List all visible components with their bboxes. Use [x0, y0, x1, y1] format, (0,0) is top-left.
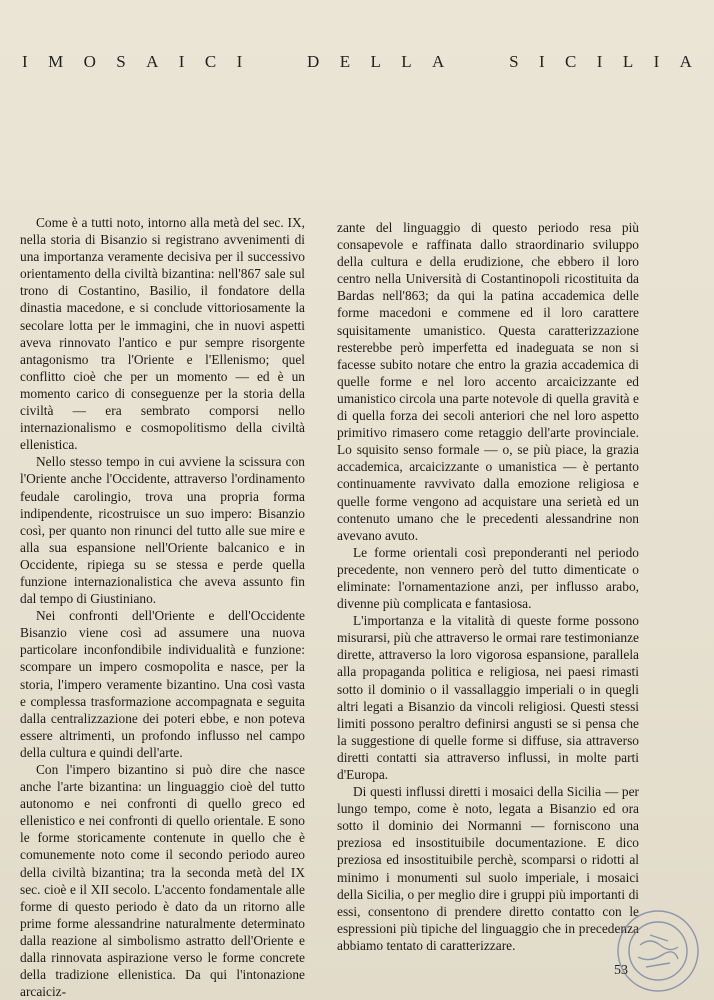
paragraph: zante del linguaggio di questo periodo resa più consapevole e raffinata dallo straordinario sviluppo della cultura e della erudizione, che ebbero il loro centro nella Università di Costantinopoli ricostituita da Bardas nell'863; da qui la patina accademica delle forme macedoni e commene ed il loro carattere squisitamente umanistico. Questa caratterizzazione resterebbe però imperfetta ed inadeguata se non si facesse subito notare che entro la grazia accademica di quelle forme e nel loro accento arcaicizzante ed umanistico circola una parte notevole di quella gravità e di quella forza dei secoli anteriori che nel loro aspetto primitivo rimasero come retaggio dell'arte provinciale. Lo squisito senso formale — o, se più piace, la grazia accademica, arcaicizzante o umanistica — è pertanto continuamente ravvivato dalla emozione religiosa e quelle forme vengono ad acquistare una serietà ed un contenuto umano che le precedenti alessandrine non avevano avuto. — [337, 220, 639, 543]
library-stamp-icon — [612, 905, 704, 997]
header-spacer — [465, 52, 489, 72]
paragraph: Come è a tutti noto, intorno alla metà del sec. IX, nella storia di Bisanzio si registrano avvenimenti di una importanza veramente decisiva per il successivo orientamento della civiltà bizantina: nell'867 sale sul trono di Costantino, Basilio, il fondatore della dinastia macedone, e si conclude vittoriosamente la secolare lotta per le immagini, che in nuovi aspetti aveva rinnovato l'antico e pur sempre risorgente antagonismo tra l'Oriente e l'Ellenismo; quel conflitto cioè che per un momento — ed è un momento carico di conseguenze per la storia della civiltà — era sembrato comporsi nello internazionalismo e cosmopolitismo della civiltà ellenistica. — [20, 215, 305, 453]
header-letter: A — [146, 52, 159, 71]
header-letter: I — [538, 52, 545, 71]
right-column — [337, 219, 639, 954]
header-spacer — [263, 52, 287, 72]
page-number: 53 — [614, 963, 628, 978]
paragraph: Di questi influssi diretti i mosaici della Sicilia — per lungo tempo, come è noto, legata a Bisanzio ed ora sotto il dominio dei Normanni — forniscono una preziosa ed insostituibile documentazione. E dico preziosa ed insostituibile perchè, scomparsi o ridotti al minimo i monumenti sul suolo imperiale, i mosaici della Sicilia, o per meglio dire i gruppi più importanti di essi, consentono di prendere diretto contatto con le espressioni più tipiche del linguaggio che in precedenza abbiamo tentato di caratterizzare. — [337, 784, 639, 953]
paragraph: Nello stesso tempo in cui avviene la scissura con l'Oriente anche l'Occidente, attraverso l'ordinamento feudale carolingio, trova una propria forma indipendente, ricostruisce un suo impero: Bisanzio così, per quanto non rinunci del tutto alle sue mire e alla sua espansione nell'Oriente balcanico e in Occidente, ripiega su se stessa e perde quella funzione internazionalistica che aveva assunto fin dal tempo di Giustiniano. — [20, 454, 305, 607]
header-letter: D — [307, 52, 320, 71]
header-letter: I — [178, 52, 185, 71]
header-letter: S — [116, 52, 126, 71]
header-letter: I — [22, 52, 28, 71]
header-letter: A — [679, 52, 692, 71]
paragraph: Nei confronti dell'Oriente e dell'Occidente Bisanzio viene così ad assumere una nuova particolare inconfondibile individualità e funzione: scompare un impero cosmopolita e nasce, per la storia, l'impero veramente bizantino. Una così vasta e complessa trasformazione accompagnata e seguita dalla centralizzazione dei poteri ebbe, e non poteva essere altrimenti, un profondo influsso nel campo della cultura e quindi dell'arte. — [20, 608, 305, 760]
header-letter: I — [236, 52, 243, 71]
header-letter: L — [401, 52, 412, 71]
header-letter: C — [565, 52, 577, 71]
header-letter: M — [48, 52, 64, 71]
header-letter: I — [596, 52, 603, 71]
paragraph: Le forme orientali così preponderanti nel periodo precedente, non vennero però del tutto dimenticate o eliminate: l'ornamentazione anzi, per influsso arabo, divenne più complicata e fantasiosa. — [337, 544, 639, 612]
paragraph: L'importanza e la vitalità di queste forme possono misurarsi, più che attraverso le ormai rare testimonianze dirette, attraverso la loro vigorosa espansione, parallela alla propaganda politica e religiosa, nei paesi rimasti sotto il dominio o il vassallaggio imperiali o in quegli altri legati a Bisanzio da vincoli religiosi. Questi stessi limiti possono peraltro definirsi angusti se si pensa che la suggestione di quelle forme si diffuse, sia attraverso diretti contatti sia attraverso influssi, in molte parti d'Europa. — [337, 613, 639, 782]
header-letter: C — [204, 52, 217, 71]
running-header — [22, 52, 692, 72]
header-letter: S — [509, 52, 519, 71]
header-letter: E — [339, 52, 351, 71]
header-letter: L — [622, 52, 634, 71]
paragraph: Con l'impero bizantino si può dire che nasce anche l'arte bizantina: un linguaggio cioè del tutto autonomo e nei confronti di quello greco ed ellenistico e nei confronti di quello orientale. E sono le forme storicamente contenute in quello che è comunemente noto come il secondo periodo aureo della civiltà bizantina; tra la seconda metà del IX sec. cioè e il XII secolo. L'accento fondamentale alle forme di questo periodo è dato da un ritorno alle prime forme alessandrine naturalmente determinato dalla reazione al simbolismo astratto dell'Oriente e dalla rinnovata aspirazione verso le forme concrete della tradizione ellenistica. Da qui l'intonazione arcaiciz- — [20, 762, 305, 1000]
header-letter: L — [370, 52, 381, 71]
left-column — [20, 214, 305, 1000]
header-letter: A — [432, 52, 445, 71]
header-letter: I — [653, 52, 660, 71]
header-letter: O — [83, 52, 96, 71]
